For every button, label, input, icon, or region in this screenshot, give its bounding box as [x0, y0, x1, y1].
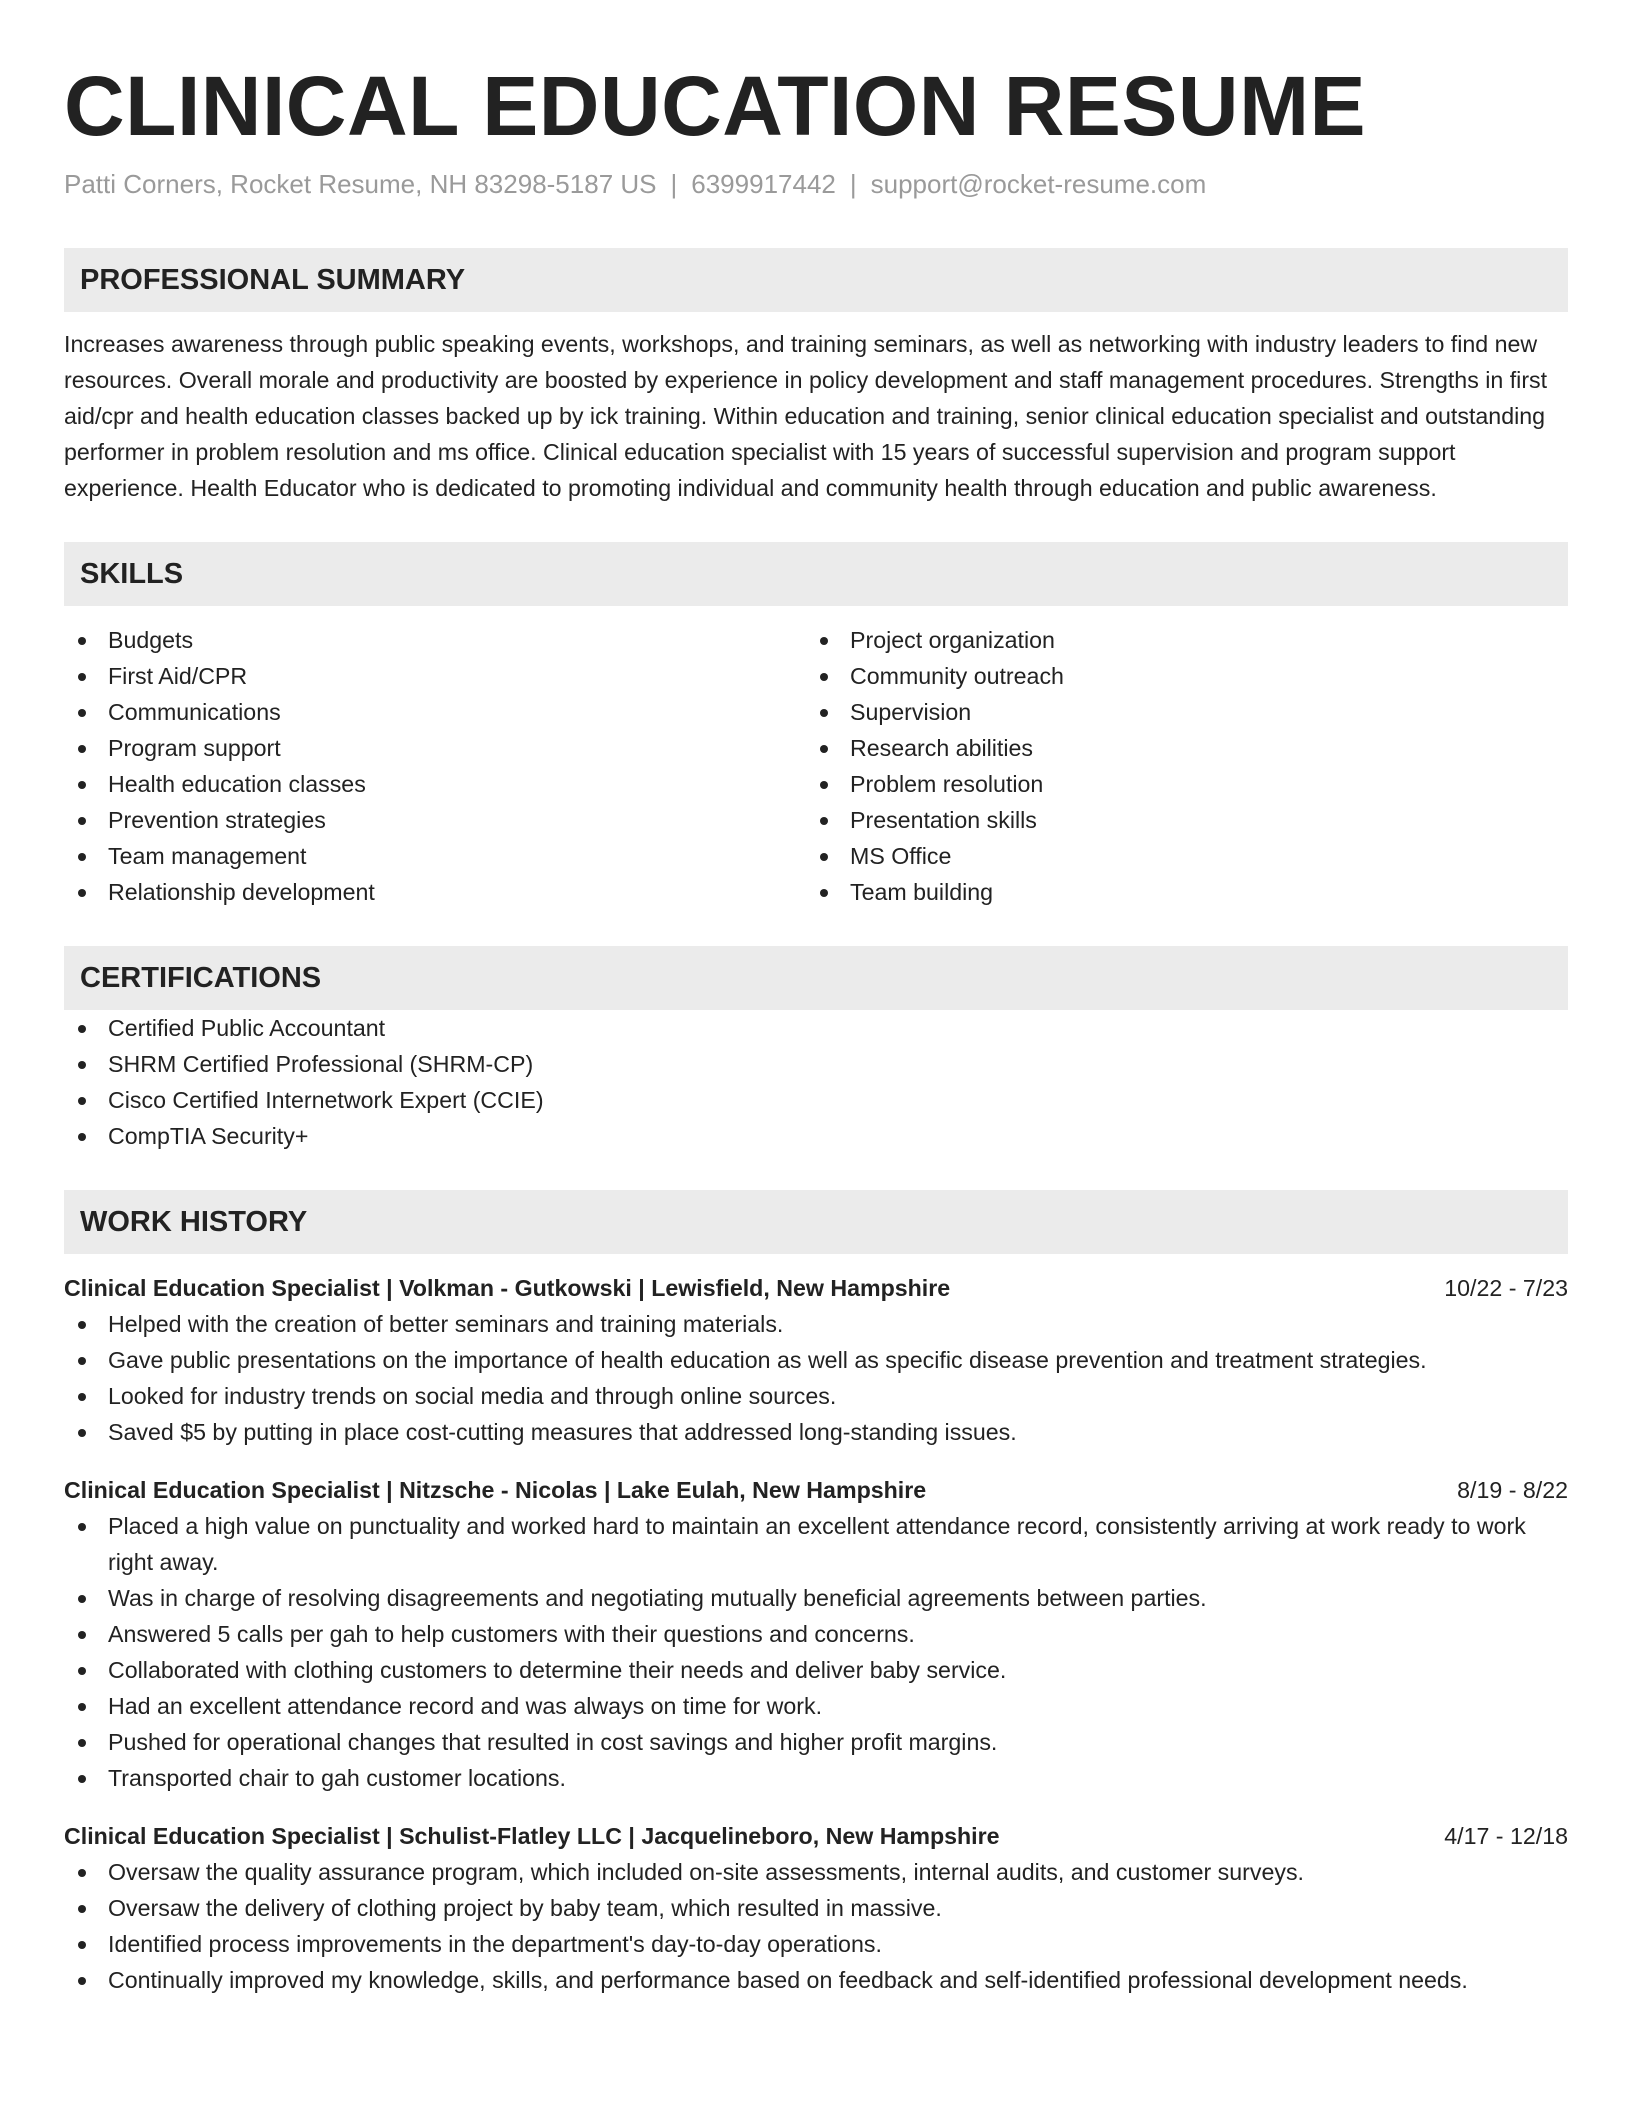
skill-item: Team management — [64, 838, 806, 874]
job-bullet: Oversaw the quality assurance program, which included on-site assessments, internal audits, and customer surveys. — [64, 1854, 1568, 1890]
skill-item: Problem resolution — [806, 766, 1548, 802]
skill-item: Supervision — [806, 694, 1548, 730]
contact-phone: 6399917442 — [691, 169, 836, 199]
skill-item: Project organization — [806, 622, 1548, 658]
section-header-skills: SKILLS — [64, 542, 1568, 606]
job-bullet: Helped with the creation of better seminars and training materials. — [64, 1306, 1568, 1342]
job-title: Clinical Education Specialist | Schulist-Flatley LLC | Jacquelineboro, New Hampshire — [64, 1823, 1000, 1849]
skill-item: Relationship development — [64, 874, 806, 910]
contact-separator: | — [670, 169, 678, 199]
skill-item: MS Office — [806, 838, 1548, 874]
job-bullet: Gave public presentations on the importance of health education as well as specific disease prevention and treatment strategies. — [64, 1342, 1568, 1378]
job-bullet: Oversaw the delivery of clothing project by baby team, which resulted in massive. — [64, 1890, 1568, 1926]
job-bullets — [64, 1854, 1568, 1998]
skill-item: Communications — [64, 694, 806, 730]
job-bullets — [64, 1508, 1568, 1796]
skills-column-left — [64, 622, 806, 910]
contact-line — [64, 166, 1568, 202]
job-title: Clinical Education Specialist | Volkman - Gutkowski | Lewisfield, New Hampshire — [64, 1275, 951, 1301]
job-bullet: Collaborated with clothing customers to determine their needs and deliver baby service. — [64, 1652, 1568, 1688]
certifications-list — [64, 1010, 1568, 1154]
certification-item: CompTIA Security+ — [64, 1118, 1568, 1154]
resume-page — [64, 56, 1568, 1998]
summary-text: Increases awareness through public speaking events, workshops, and training seminars, as well as networking with industry leaders to find new resources. Overall morale and productivity are boosted by experience in policy development and staff management procedures. Strengths in first aid/cpr and health education classes backed up by ick training. Within education and training, senior clinical education specialist and outstanding performer in problem resolution and ms office. Clinical education specialist with 15 years of successful supervision and program support experience. Health Educator who is dedicated to promoting individual and community health through education and public awareness. — [64, 331, 1548, 501]
job-bullet: Placed a high value on punctuality and worked hard to maintain an excellent attendance record, consistently arriving at work ready to work right away. — [64, 1508, 1568, 1580]
certification-item: Cisco Certified Internetwork Expert (CCIE) — [64, 1082, 1568, 1118]
resume-title: CLINICAL EDUCATION RESUME — [64, 59, 1367, 153]
skill-item: Community outreach — [806, 658, 1548, 694]
job-dates: 8/19 - 8/22 — [1457, 1477, 1568, 1503]
section-header-work-history: WORK HISTORY — [64, 1190, 1568, 1254]
job-title: Clinical Education Specialist | Nitzsche - Nicolas | Lake Eulah, New Hampshire — [64, 1477, 927, 1503]
skill-item: Program support — [64, 730, 806, 766]
skill-item: First Aid/CPR — [64, 658, 806, 694]
section-header-summary: PROFESSIONAL SUMMARY — [64, 248, 1568, 312]
skills-list — [64, 622, 1568, 910]
skill-item: Team building — [806, 874, 1548, 910]
certification-item: SHRM Certified Professional (SHRM-CP) — [64, 1046, 1568, 1082]
job-bullet: Saved $5 by putting in place cost-cutting measures that addressed long-standing issues. — [64, 1414, 1568, 1450]
work-history-list — [64, 1270, 1568, 1998]
job-dates: 4/17 - 12/18 — [1444, 1823, 1568, 1849]
job-bullets — [64, 1306, 1568, 1450]
skill-item: Research abilities — [806, 730, 1548, 766]
job-bullet: Had an excellent attendance record and was always on time for work. — [64, 1688, 1568, 1724]
skill-item: Presentation skills — [806, 802, 1548, 838]
skill-item: Budgets — [64, 622, 806, 658]
job-header — [64, 1818, 1568, 1854]
job-header — [64, 1472, 1568, 1508]
job-bullet: Transported chair to gah customer locations. — [64, 1760, 1568, 1796]
job-bullet: Continually improved my knowledge, skills, and performance based on feedback and self-identified professional development needs. — [64, 1962, 1568, 1998]
skills-column-right — [806, 622, 1548, 910]
certification-item: Certified Public Accountant — [64, 1010, 1568, 1046]
job-bullet: Looked for industry trends on social media and through online sources. — [64, 1378, 1568, 1414]
skill-item: Prevention strategies — [64, 802, 806, 838]
job-entry — [64, 1270, 1568, 1450]
job-bullet: Identified process improvements in the department's day-to-day operations. — [64, 1926, 1568, 1962]
job-entry — [64, 1472, 1568, 1796]
job-bullet: Answered 5 calls per gah to help customers with their questions and concerns. — [64, 1616, 1568, 1652]
skill-item: Health education classes — [64, 766, 806, 802]
job-bullet: Was in charge of resolving disagreements and negotiating mutually beneficial agreements between parties. — [64, 1580, 1568, 1616]
contact-email: support@rocket-resume.com — [870, 169, 1207, 199]
job-dates: 10/22 - 7/23 — [1444, 1275, 1568, 1301]
job-header — [64, 1270, 1568, 1306]
contact-separator: | — [849, 169, 857, 199]
section-header-certifications: CERTIFICATIONS — [64, 946, 1568, 1010]
job-entry — [64, 1818, 1568, 1998]
contact-address: Patti Corners, Rocket Resume, NH 83298-5187 US — [64, 169, 657, 199]
job-bullet: Pushed for operational changes that resulted in cost savings and higher profit margins. — [64, 1724, 1568, 1760]
